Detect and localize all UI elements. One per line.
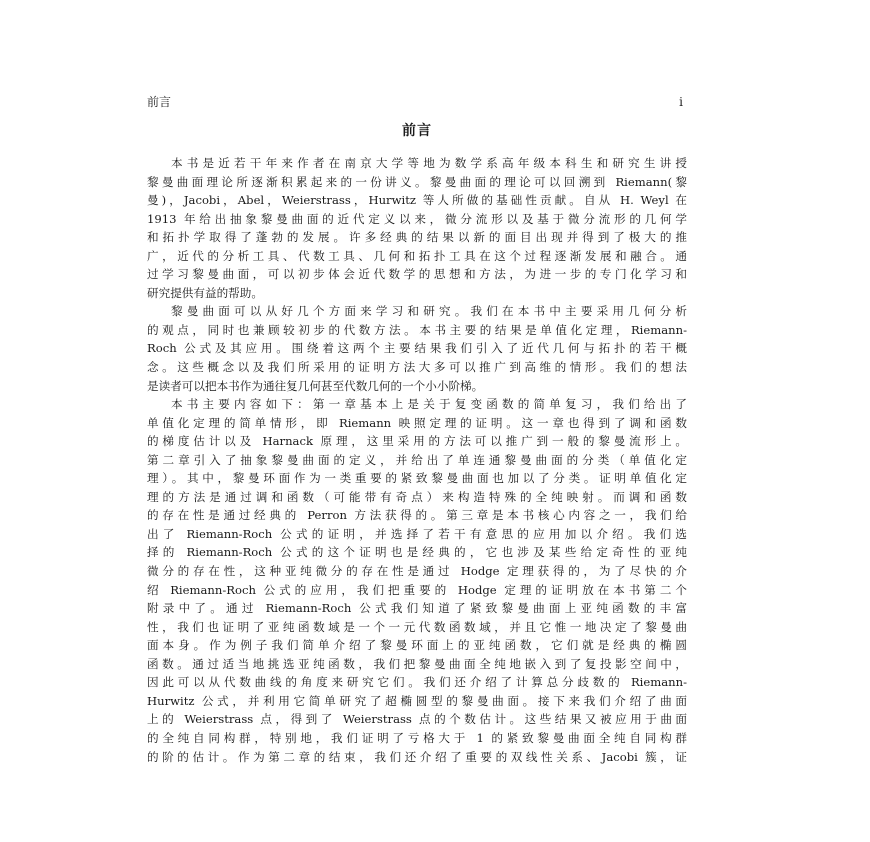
text-line: 理）。其中，黎曼环面作为一类重要的紧致黎曼曲面也加以了分类。证明单值化定 [147,471,687,486]
paragraph-2 [147,302,687,395]
text-line: 黎曼曲面理论所逐渐积累起来的一份讲义。黎曼曲面的理论可以回溯到 Riemann(黎 [147,174,687,189]
text-line: 绍 Riemann-Roch 公式的应用，我们把重要的 Hodge 定理的证明放在本书第二个 [147,582,687,597]
text-line: 念。这些概念以及我们所采用的证明方法大多可以推广到高维的情形。我们的想法 [147,360,687,375]
text-line: Hurwitz 公式，并利用它简单研究了超椭圆型的黎曼曲面。接下来我们介绍了曲面 [147,693,687,708]
text-line: 本书是近若干年来作者在南京大学等地为数学系高年级本科生和研究生讲授 [171,156,687,170]
text-line: 和拓扑学取得了蓬勃的发展。许多经典的结果以新的面目出现并得到了极大的推 [147,230,687,245]
paragraph-3 [147,395,687,766]
text-line: 的梯度估计以及 Harnack 原理，这里采用的方法可以推广到一般的黎曼流形上。 [147,434,687,449]
text-line: 广，近代的分析工具、代数工具、几何和拓扑工具在这个过程逐渐发展和融合。通 [147,248,687,263]
text-line: 1913 年给出抽象黎曼曲面的近代定义以来，微分流形以及基于微分流形的几何学 [147,211,687,226]
text-line: 性，我们也证明了亚纯函数域是一个一元代数函数域，并且它惟一地决定了黎曼曲 [147,619,687,634]
text-line: 择的 Riemann-Roch 公式的这个证明也是经典的，它也涉及某些给定奇性的亚纯 [147,545,687,560]
text-line: 出了 Riemann-Roch 公式的证明，并选择了若干有意思的应用加以介绍。我们选 [147,526,687,541]
section-title: 前言 [402,123,432,139]
text-line: 附录中了。通过 Riemann-Roch 公式我们知道了紧致黎曼曲面上亚纯函数的丰富 [147,601,687,616]
running-header [147,93,687,111]
paragraph-1 [147,154,687,302]
text-line: Roch 公式及其应用。围绕着这两个主要结果我们引入了近代几何与拓扑的若干概 [147,341,687,356]
text-line: 是读者可以把本书作为通往复几何甚至代数几何的一个小小阶梯。 [147,378,484,393]
text-line: 第二章引入了抽象黎曼曲面的定义，并给出了单连通黎曼曲面的分类（单值化定 [147,452,687,467]
text-line: 面本身。作为例子我们简单介绍了黎曼环面上的亚纯函数，它们就是经典的椭圆 [147,638,687,653]
text-line: 研究提供有益的帮助。 [147,285,263,300]
text-line: 单值化定理的简单情形，即 Riemann 映照定理的证明。这一章也得到了调和函数 [147,415,687,430]
body-text [147,154,687,766]
text-line: 因此可以从代数曲线的角度来研究它们。我们还介绍了计算总分歧数的 Riemann- [147,675,687,690]
text-line: 的阶的估计。作为第二章的结束，我们还介绍了重要的双线性关系、Jacobi 簇，证 [147,749,687,764]
text-line: 的全纯自同构群，特别地，我们证明了亏格大于 1 的紧致黎曼曲面全纯自同构群 [147,730,687,745]
text-line: 上的 Weierstrass 点，得到了 Weierstrass 点的个数估计。这些结果又被应用于曲面 [147,712,687,727]
running-header-title: 前言 [147,95,172,109]
text-line: 的存在性是通过经典的 Perron 方法获得的。第三章是本书核心内容之一，我们给 [147,508,687,523]
text-line: 微分的存在性，这种亚纯微分的存在性是通过 Hodge 定理获得的，为了尽快的介 [147,564,687,579]
text-line: 本书主要内容如下：第一章基本上是关于复变函数的简单复习，我们给出了 [171,397,687,412]
text-line: 黎曼曲面可以从好几个方面来学习和研究。我们在本书中主要采用几何分析 [171,304,687,319]
text-line: 的观点，同时也兼顾较初步的代数方法。本书主要的结果是单值化定理，Riemann- [147,322,687,337]
text-line: 函数。通过适当地挑选亚纯函数，我们把黎曼曲面全纯地嵌入到了复投影空间中， [147,656,687,671]
text-line: 过学习黎曼曲面，可以初步体会近代数学的思想和方法，为进一步的专门化学习和 [147,267,687,282]
text-line: 曼)，Jacobi，Abel，Weierstrass，Hurwitz 等人所做的基础性贡献。自从 H. Weyl 在 [147,193,687,208]
text-line: 理的方法是通过调和函数（可能带有奇点）来构造特殊的全纯映射。而调和函数 [147,489,687,504]
page-number: i [679,95,683,109]
